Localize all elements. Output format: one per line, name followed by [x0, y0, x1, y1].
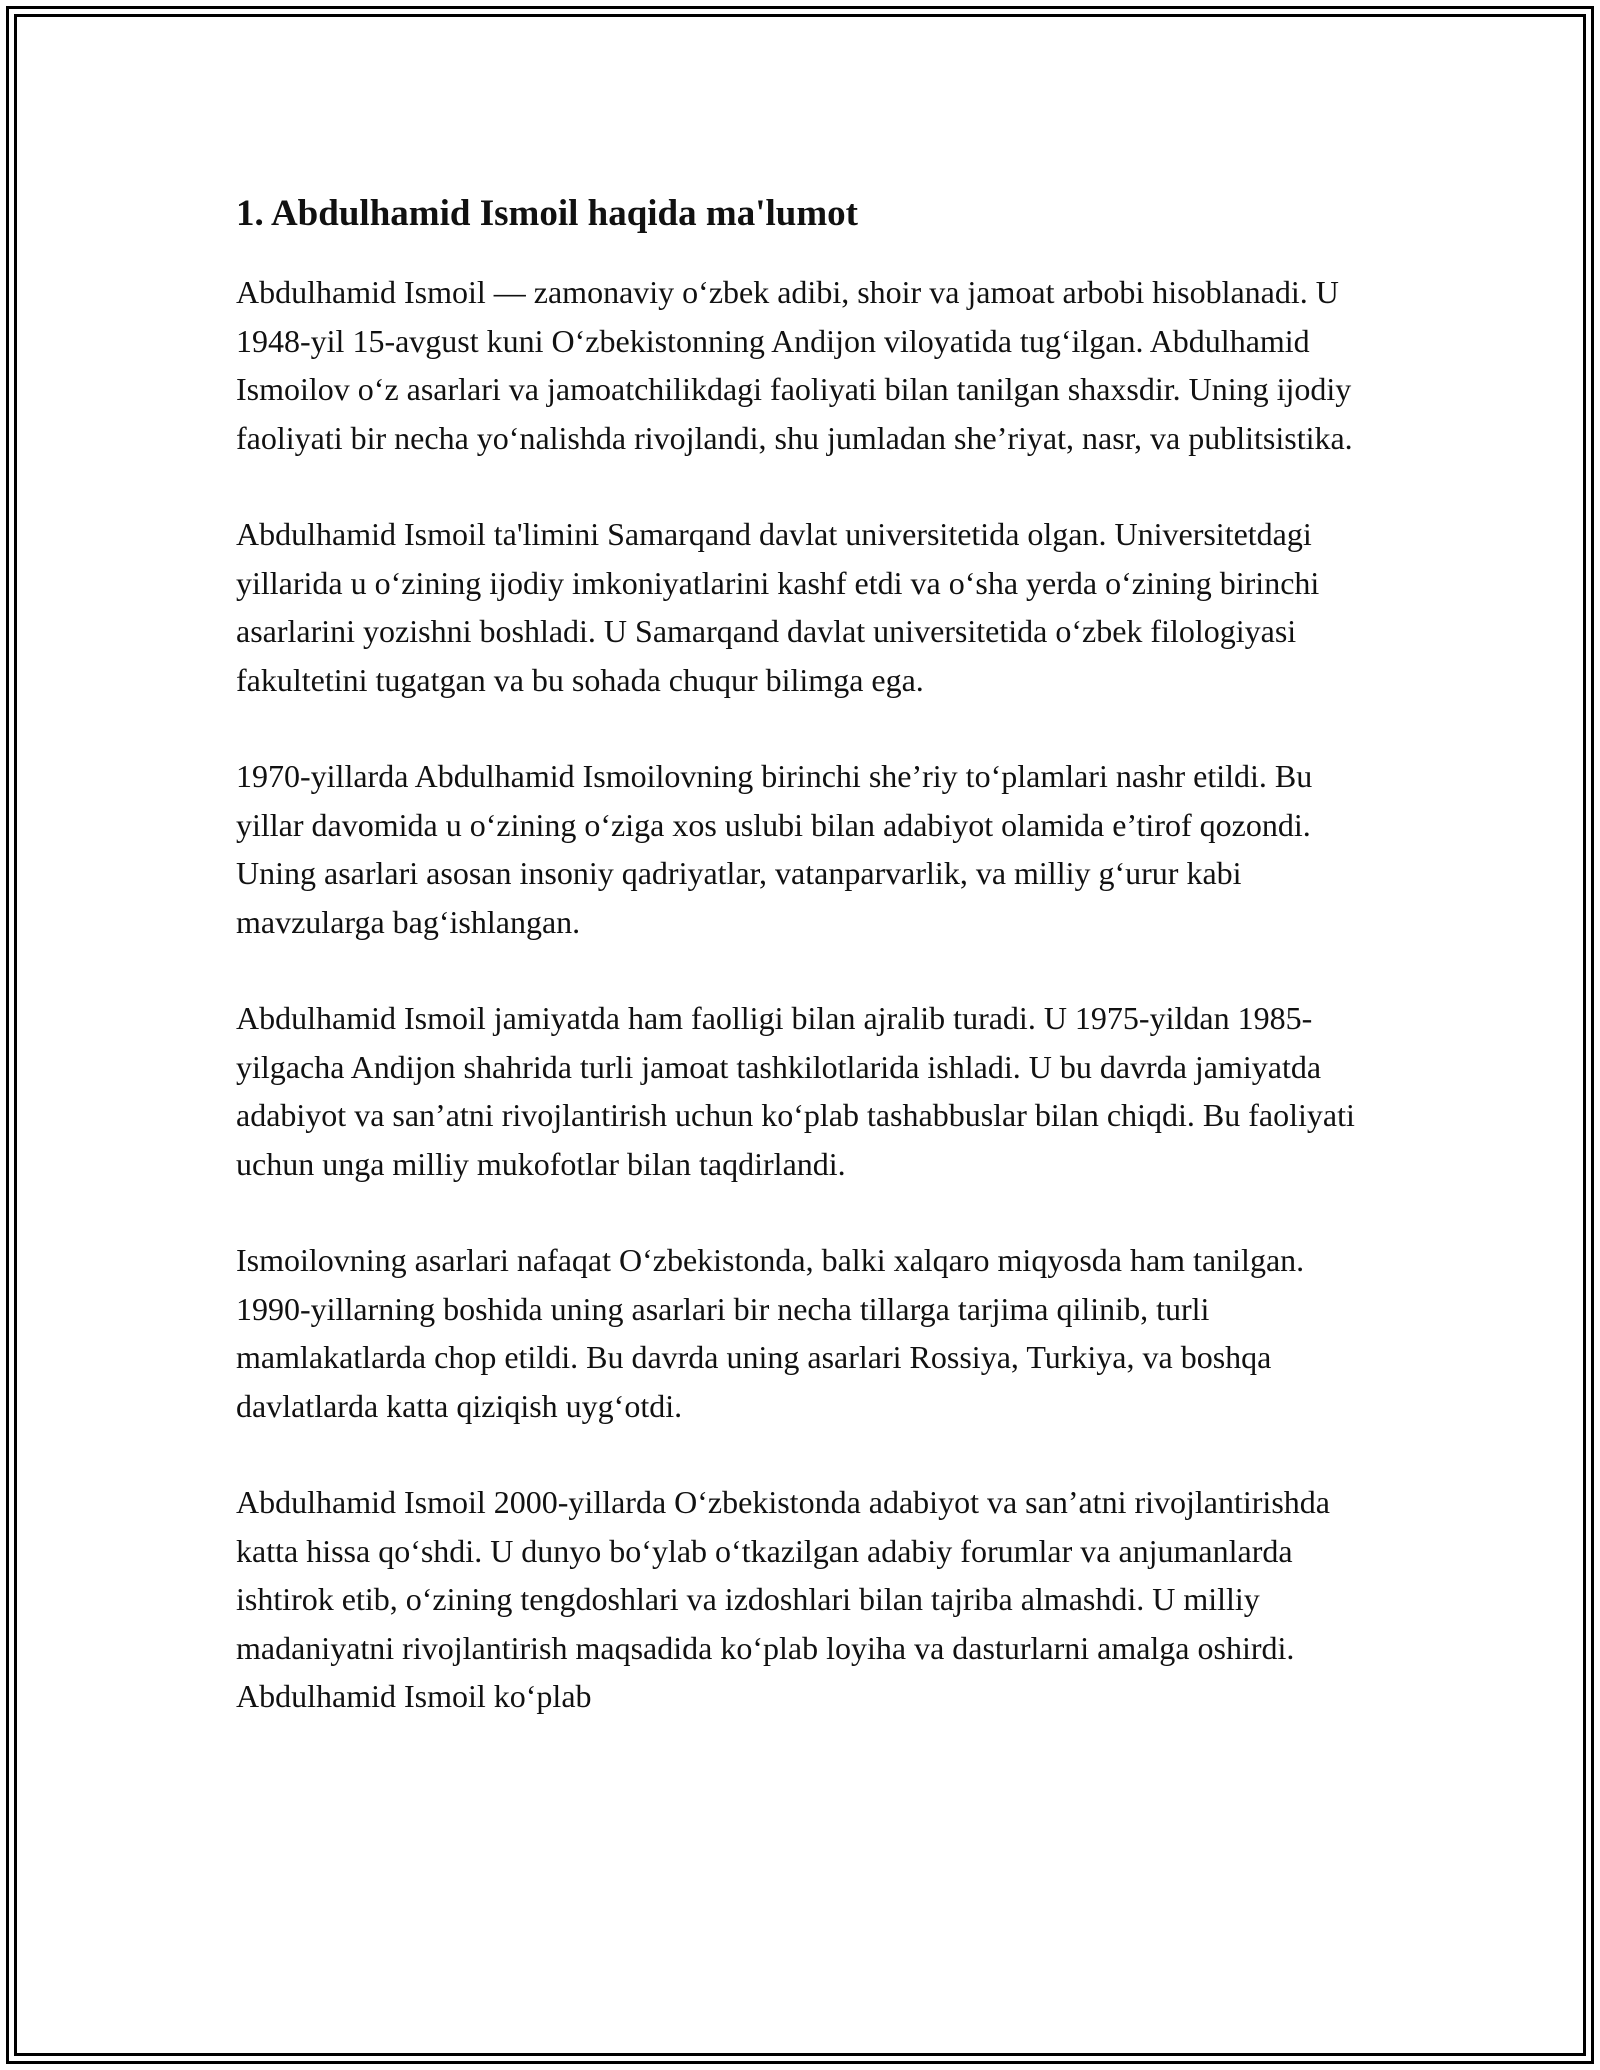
paragraph-3: 1970-yillarda Abdulhamid Ismoilovning birinchi she’riy toʻplamlari nashr etildi. Bu yillar davomida u oʻzining oʻziga xos uslubi bilan adabiyot olamida e’tirof qozondi. Uning asarlari asosan insoniy qadriyatlar, vatanparvarlik, va milliy gʻurur kabi mavzularga bagʻishlangan.: [236, 758, 1313, 940]
paragraph-1: Abdulhamid Ismoil — zamonaviy oʻzbek adibi, shoir va jamoat arbobi hisoblanadi. U 1948-yil 15-avgust kuni Oʻzbekistonning Andijon viloyatida tugʻilgan. Abdulhamid Ismoilov oʻz asarlari va jamoatchilikdagi faoliyati bilan tanilgan shaxsdir. Uning ijodiy faoliyati bir necha yoʻnalishda rivojlandi, shu jumladan she’riyat, nasr, va publitsistika.: [236, 274, 1353, 456]
paragraph-5: Ismoilovning asarlari nafaqat Oʻzbekistonda, balki xalqaro miqyosda ham tanilgan. 1990-yillarning boshida uning asarlari bir necha tillarga tarjima qilinib, turli mamlakatlarda chop etildi. Bu davrda uning asarlari Rossiya, Turkiya, va boshqa davlatlarda katta qiziqish uygʻotdi.: [236, 1242, 1305, 1424]
paragraph-4: Abdulhamid Ismoil jamiyatda ham faolligi bilan ajralib turadi. U 1975-yildan 1985-yilgacha Andijon shahrida turli jamoat tashkilotlarida ishladi. U bu davrda jamiyatda adabiyot va san’atni rivojlantirish uchun koʻplab tashabbuslar bilan chiqdi. Bu faoliyati uchun unga milliy mukofotlar bilan taqdirlandi.: [236, 1000, 1355, 1182]
section-heading: 1. Abdulhamid Ismoil haqida ma'lumot: [236, 193, 858, 234]
paragraph-6: Abdulhamid Ismoil 2000-yillarda Oʻzbekistonda adabiyot va san’atni rivojlantirishda katta hissa qoʻshdi. U dunyo boʻylab oʻtkazilgan adabiy forumlar va anjumanlarda ishtirok etib, oʻzining tengdoshlari va izdoshlari bilan tajriba almashdi. U milliy madaniyatni rivojlantirish maqsadida koʻplab loyiha va dasturlarni amalga oshirdi. Abdulhamid Ismoil koʻplab: [236, 1484, 1330, 1714]
paragraph-2: Abdulhamid Ismoil ta'limini Samarqand davlat universitetida olgan. Universitetdagi yillarida u oʻzining ijodiy imkoniyatlarini kashf etdi va oʻsha yerda oʻzining birinchi asarlarini yozishni boshladi. U Samarqand davlat universitetida oʻzbek filologiyasi fakultetini tugatgan va bu sohada chuqur bilimga ega.: [236, 516, 1320, 698]
document-body: [236, 188, 1376, 1769]
